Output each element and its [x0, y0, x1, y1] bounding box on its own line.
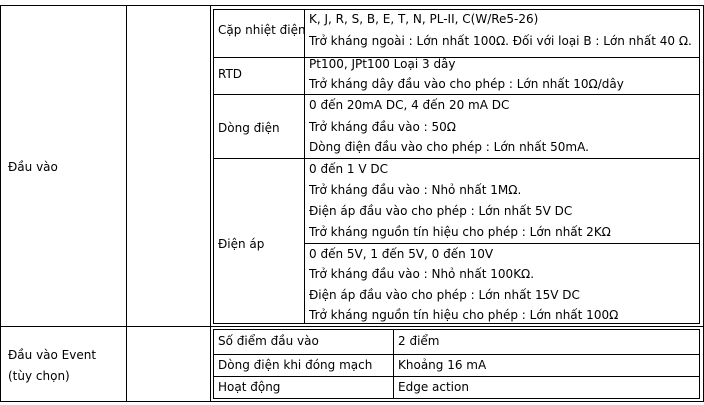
event-item-name-2: Dòng điện khi đóng mạch [218, 358, 373, 372]
event-item-value-1: 2 điểm [398, 334, 440, 348]
thermocouple-line-1: K, J, R, S, B, E, T, N, PL-II, C(W/Re5-26) [309, 12, 539, 26]
column-divider-2 [210, 5, 211, 402]
event-row-label-line-2: (tùy chọn) [8, 369, 70, 383]
voltage-block1-line-4: Trở kháng nguồn tín hiệu cho phép : Lớn nhất 2KΩ [309, 225, 611, 239]
voltage-block2-line-2: Trở kháng đầu vào : Nhỏ nhất 100KΩ. [309, 267, 535, 281]
event-item-name-1: Số điểm đầu vào [218, 334, 319, 348]
current-label: Dòng điện [218, 121, 280, 135]
event-inner-top [213, 329, 700, 330]
inner-col-divider [304, 9, 305, 324]
event-item-value-2: Khoảng 16 mA [398, 358, 487, 372]
voltage-block1-line-3: Điện áp đầu vào cho phép : Lớn nhất 5V DC [309, 204, 573, 218]
voltage-block2-line-1: 0 đến 5V, 1 đến 5V, 0 đến 10V [309, 247, 494, 261]
current-line-3: Dòng điện đầu vào cho phép : Lớn nhất 50mA. [309, 140, 589, 154]
rtd-label: RTD [218, 67, 243, 81]
voltage-block2-line-3: Điện áp đầu vào cho phép : Lớn nhất 15V DC [309, 288, 580, 302]
inner-row-line-2 [213, 94, 700, 95]
event-row-line-1 [213, 354, 700, 355]
inner-left [213, 9, 214, 324]
current-line-2: Trở kháng đầu vào : 50Ω [309, 120, 456, 134]
thermocouple-label: Cặp nhiệt điện [218, 23, 306, 37]
border-section-divider [0, 326, 704, 327]
border-top [0, 5, 704, 6]
voltage-block1-line-1: 0 đến 1 V DC [309, 162, 388, 176]
inner-top [213, 9, 700, 10]
event-row-line-2 [213, 376, 700, 377]
event-item-name-3: Hoạt động [218, 380, 281, 394]
rtd-line-1: Pt100, JPt100 Loại 3 dây [309, 57, 456, 71]
event-inner-right [699, 329, 700, 399]
border-bottom [0, 401, 704, 402]
inner-row-line-3 [213, 158, 700, 159]
event-inner-bottom [213, 398, 700, 399]
inner-bottom [213, 323, 700, 324]
border-left [0, 5, 1, 402]
current-line-1: 0 đến 20mA DC, 4 đến 20 mA DC [309, 98, 510, 112]
thermocouple-line-2: Trở kháng ngoài : Lớn nhất 100Ω. Đối với loại B : Lớn nhất 40 Ω. [309, 34, 692, 48]
rtd-line-2: Trở kháng dây đầu vào cho phép : Lớn nhất 10Ω/dây [309, 77, 624, 91]
column-divider-1 [126, 5, 127, 402]
inner-voltage-split [304, 243, 700, 244]
inner-row-line-1 [213, 57, 700, 58]
event-item-value-3: Edge action [398, 380, 469, 394]
inner-right [699, 9, 700, 324]
event-inner-col-divider [393, 329, 394, 399]
voltage-block2-line-4: Trở kháng nguồn tín hiệu cho phép : Lớn nhất 100Ω [309, 308, 619, 322]
voltage-label: Điện áp [218, 237, 265, 251]
input-row-label: Đầu vào [8, 160, 58, 174]
event-inner-left [213, 329, 214, 399]
event-row-label-line-1: Đầu vào Event [8, 348, 97, 362]
voltage-block1-line-2: Trở kháng đầu vào : Nhỏ nhất 1MΩ. [309, 183, 522, 197]
